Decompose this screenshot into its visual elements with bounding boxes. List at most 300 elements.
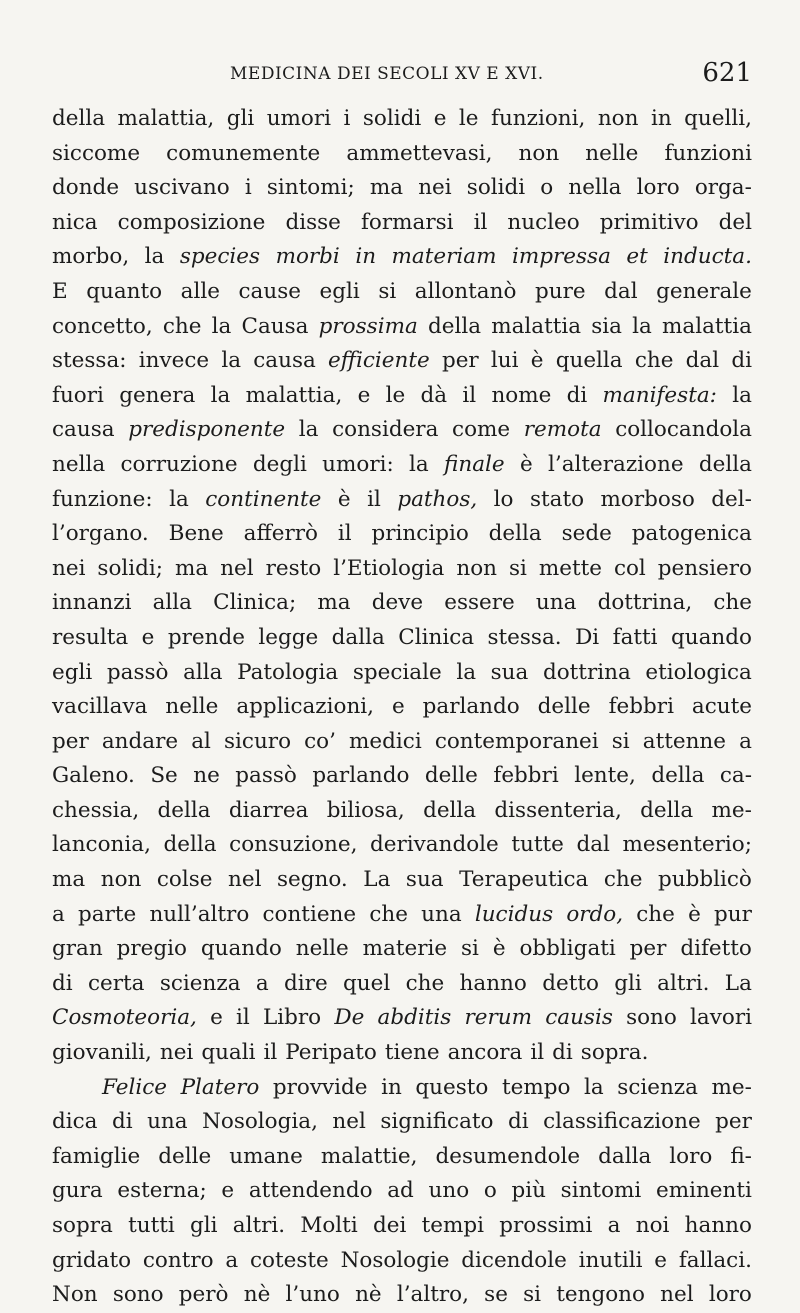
text-line — [52, 1174, 752, 1209]
word: continente — [205, 486, 322, 512]
word: formarsi — [360, 209, 454, 235]
word: solidi — [362, 106, 422, 131]
word: lucidus — [474, 901, 554, 927]
word: uno — [428, 1178, 470, 1204]
word: più — [511, 1178, 546, 1204]
word: classificazione — [543, 1109, 701, 1135]
word: a — [255, 970, 269, 996]
word: quando — [671, 624, 752, 650]
word: il — [473, 209, 488, 235]
word: dalla — [598, 1143, 652, 1169]
word: dottrina, — [597, 590, 693, 616]
word: prossima — [318, 313, 418, 339]
word: del — [718, 209, 752, 235]
word: sopra — [52, 1213, 113, 1238]
text-line — [52, 1001, 752, 1036]
word: malattia — [662, 313, 752, 339]
text-line — [52, 448, 752, 483]
word: per — [715, 1109, 752, 1135]
word: tengono — [556, 1282, 645, 1308]
word: diarrea — [228, 797, 309, 823]
word: Peripato — [285, 1040, 377, 1066]
word: non — [518, 140, 560, 166]
word: uscivano — [134, 175, 230, 201]
word: ma — [317, 590, 351, 616]
word: l’Etiologia — [333, 555, 445, 581]
word: nel — [220, 555, 254, 581]
word: morboso — [600, 486, 695, 512]
text-line — [52, 898, 752, 933]
word: biliosa, — [326, 797, 405, 823]
word: principio — [371, 521, 469, 547]
word: etiologica — [645, 659, 752, 685]
body-text — [52, 102, 752, 1313]
word: loro — [708, 1282, 752, 1308]
text-line — [52, 171, 752, 206]
word: si — [378, 278, 397, 304]
word: me- — [711, 1074, 752, 1100]
word: dal — [685, 348, 720, 374]
word: e — [433, 106, 447, 131]
word: febbri — [493, 763, 559, 789]
word: si — [611, 728, 630, 754]
word: cause — [238, 278, 301, 304]
word: della — [157, 797, 211, 823]
word: che — [405, 970, 445, 996]
word: l’altro, — [396, 1282, 469, 1308]
word: primitivo — [599, 209, 699, 235]
word: certa — [87, 970, 145, 996]
word: orga- — [694, 175, 752, 201]
text-line — [52, 240, 752, 275]
word: inutili — [578, 1247, 643, 1273]
word: nè — [355, 1282, 382, 1308]
word: gli — [614, 970, 642, 996]
word: nucleo — [507, 209, 580, 235]
word: causa — [52, 417, 115, 443]
word: della — [488, 521, 542, 547]
word: questo — [415, 1074, 489, 1100]
word: esterna; — [117, 1178, 207, 1204]
word: che — [713, 590, 752, 616]
word: si — [523, 1282, 542, 1308]
word: ad — [387, 1178, 414, 1204]
word: delle — [158, 1143, 212, 1169]
text-line — [52, 1209, 752, 1244]
word: causa — [253, 348, 316, 374]
word: solidi — [466, 175, 526, 201]
word: causis — [545, 1005, 613, 1031]
text-line — [52, 690, 752, 725]
word: delle — [537, 694, 591, 720]
word: malattia, — [117, 106, 215, 131]
word: nome — [491, 382, 552, 408]
word: allontanò — [414, 278, 517, 304]
word: mesenterio; — [622, 832, 752, 858]
word: attendendo — [248, 1178, 373, 1204]
word: della — [52, 106, 106, 131]
word: E — [52, 278, 68, 304]
word: sua — [405, 867, 444, 893]
word: generale — [656, 278, 752, 304]
word: resto — [265, 555, 322, 581]
word: contemporanei — [434, 728, 599, 754]
word: deve — [371, 590, 424, 616]
word: corruzione — [120, 451, 238, 477]
page-number: 621 — [702, 58, 752, 88]
word: per — [441, 348, 479, 374]
word: efficiente — [328, 348, 430, 374]
word: per — [52, 728, 89, 754]
word: di — [111, 1109, 133, 1135]
word: difetto — [680, 936, 752, 962]
word: della — [163, 832, 217, 858]
word: una — [535, 590, 577, 616]
word: l’uno — [285, 1282, 340, 1308]
text-line — [52, 1105, 752, 1140]
word: finale — [444, 451, 505, 477]
word: stessa: — [52, 348, 127, 374]
word: nella — [568, 175, 622, 201]
page-header — [52, 58, 752, 98]
text-line — [52, 102, 752, 137]
word: dei — [372, 1213, 407, 1238]
word: a — [739, 728, 752, 754]
word: nè — [243, 1282, 271, 1308]
word: Platero — [180, 1074, 260, 1100]
word: la — [298, 417, 319, 443]
word: ma — [175, 555, 209, 581]
word: l’organo. — [52, 521, 149, 547]
word: passò — [235, 763, 297, 789]
word: umori — [266, 106, 332, 131]
word: sintomi; — [266, 175, 355, 201]
word: nei — [52, 555, 86, 581]
word: sia — [591, 313, 622, 339]
word: e — [357, 382, 371, 408]
word: parte — [78, 901, 137, 927]
word: funzioni, — [491, 106, 586, 131]
word: sopra. — [580, 1040, 649, 1066]
word: giovanili, — [52, 1040, 152, 1066]
word: malattie, — [320, 1143, 418, 1169]
text-line — [52, 517, 752, 552]
word: dal — [604, 278, 638, 304]
word: altri. — [657, 970, 710, 996]
word: stato — [529, 486, 585, 512]
word: considera — [332, 417, 439, 443]
word: contro — [142, 1247, 214, 1273]
word: di — [731, 348, 752, 374]
word: collocandola — [615, 417, 752, 443]
word: pensiero — [657, 555, 752, 581]
text-line — [52, 1036, 752, 1071]
word: afferrò — [243, 521, 318, 547]
word: gridato — [52, 1247, 132, 1273]
word: o — [483, 1178, 497, 1204]
word: dal — [576, 832, 610, 858]
word: non — [456, 555, 497, 581]
word: lo — [493, 486, 514, 512]
word: non — [100, 867, 142, 893]
word: e — [654, 1247, 668, 1273]
word: La — [363, 867, 391, 893]
word: tempi — [421, 1213, 484, 1238]
word: acute — [691, 694, 752, 720]
word: in — [355, 244, 377, 270]
word: si — [508, 555, 527, 581]
word: noi — [635, 1213, 670, 1238]
word: nel — [228, 867, 262, 893]
word: abditis — [377, 1005, 452, 1031]
word: nei — [418, 175, 452, 201]
word: fallaci. — [678, 1247, 752, 1273]
word: degli — [252, 451, 307, 477]
text-line — [52, 137, 752, 172]
word: umori: — [322, 451, 394, 477]
word: siccome — [52, 140, 141, 166]
word: Clinica — [398, 624, 475, 650]
word: essere — [444, 590, 515, 616]
word: inducta. — [663, 244, 752, 270]
text-line — [52, 1140, 752, 1175]
text-line — [52, 725, 752, 760]
word: malattia — [491, 313, 582, 339]
word: parlando — [422, 694, 520, 720]
word: è — [337, 486, 351, 512]
text-line — [52, 483, 752, 518]
word: patogenica — [631, 521, 752, 547]
text-line — [52, 863, 752, 898]
word: o — [540, 175, 554, 201]
word: lente, — [574, 763, 636, 789]
word: a — [225, 1247, 239, 1273]
word: è — [519, 451, 533, 477]
word: gli — [190, 1213, 218, 1238]
word: è — [688, 901, 701, 927]
word: significato — [380, 1109, 494, 1135]
text-line — [52, 1278, 752, 1313]
word: dottrina — [542, 659, 631, 685]
word: quella — [555, 348, 623, 374]
word: della — [651, 763, 705, 789]
word: obbligati — [519, 936, 616, 962]
word: composizione — [117, 209, 266, 235]
word: che — [603, 867, 643, 893]
word: disse — [285, 209, 341, 235]
word: la — [221, 348, 242, 374]
word: e — [210, 1005, 223, 1031]
word: nel — [332, 1109, 366, 1135]
word: nel — [660, 1282, 694, 1308]
word: gura — [52, 1178, 103, 1204]
word: che — [636, 901, 675, 927]
word: tempo — [501, 1074, 571, 1100]
word: i — [343, 106, 351, 131]
word: fi- — [730, 1143, 752, 1169]
word: febbri — [608, 694, 674, 720]
word: hanno — [459, 970, 527, 996]
word: resulta — [52, 624, 129, 650]
word: solidi; — [97, 555, 164, 581]
word: sede — [561, 521, 612, 547]
word: nei — [159, 1040, 194, 1066]
word: la — [211, 313, 232, 339]
word: dire — [284, 970, 328, 996]
word: Libro — [262, 1005, 322, 1031]
word: lanconia, — [52, 832, 151, 858]
word: una — [147, 1109, 188, 1135]
word: ancora — [447, 1040, 523, 1066]
word: andare — [101, 728, 179, 754]
text-line — [52, 275, 752, 310]
text-line — [52, 932, 752, 967]
word: la — [632, 313, 652, 339]
word: De — [334, 1005, 365, 1031]
word: di — [566, 382, 588, 408]
word: pur — [714, 901, 752, 927]
word: genera — [119, 382, 196, 408]
word: alle — [180, 278, 220, 304]
word: per — [629, 936, 667, 962]
word: ca- — [719, 763, 752, 789]
word: una — [421, 901, 462, 927]
word: scienza — [617, 1074, 698, 1100]
word: lui — [490, 348, 519, 374]
word: ammettevasi, — [346, 140, 493, 166]
word: si — [461, 936, 479, 962]
word: al — [191, 728, 211, 754]
word: è — [530, 348, 544, 374]
word: sono — [112, 1282, 164, 1308]
word: e — [221, 1178, 235, 1204]
text-line — [52, 759, 752, 794]
word: fuori — [52, 382, 104, 408]
word: però — [178, 1282, 229, 1308]
word: provvide — [272, 1074, 368, 1100]
word: vacillava — [52, 694, 148, 720]
word: loro — [669, 1143, 713, 1169]
word: manifesta: — [602, 382, 717, 408]
word: segno. — [277, 867, 348, 893]
word: il — [337, 521, 352, 547]
word: la — [584, 1074, 604, 1100]
word: gli — [226, 106, 255, 131]
word: Molti — [300, 1213, 358, 1238]
word: che — [369, 901, 408, 927]
word: il — [530, 1040, 545, 1066]
word: impressa — [511, 244, 611, 270]
text-line — [52, 552, 752, 587]
word: colse — [156, 867, 213, 893]
word: la — [456, 659, 477, 685]
word: ne — [193, 763, 220, 789]
word: la — [732, 382, 752, 408]
word: della — [698, 451, 752, 477]
word: la — [409, 451, 429, 477]
text-line — [52, 828, 752, 863]
word: Felice — [102, 1074, 167, 1100]
running-head: MEDICINA DEI SECOLI XV E XVI. — [230, 64, 544, 84]
text-line — [52, 586, 752, 621]
word: che — [162, 313, 202, 339]
word: chessia, — [52, 797, 140, 823]
word: applicazioni, — [236, 694, 375, 720]
text-line — [52, 1244, 752, 1279]
word: quelli, — [684, 106, 752, 131]
word: il — [462, 382, 477, 408]
word: lavori — [690, 1005, 752, 1031]
word: sintomi — [560, 1178, 642, 1204]
word: tutti — [128, 1213, 175, 1238]
text-line — [52, 344, 752, 379]
word: Galeno. — [52, 763, 135, 789]
word: e — [391, 694, 405, 720]
word: medici — [349, 728, 422, 754]
word: l’alterazione — [547, 451, 684, 477]
word: umane — [229, 1143, 303, 1169]
word: tutte — [511, 832, 564, 858]
word: pathos, — [397, 486, 478, 512]
word: Terapeutica — [459, 867, 589, 893]
word: dica — [52, 1109, 98, 1135]
word: dicendole — [461, 1247, 567, 1273]
word: innanzi — [52, 590, 132, 616]
word: alla — [183, 659, 223, 685]
word: della — [423, 797, 477, 823]
word: La — [724, 970, 752, 996]
word: ordo, — [566, 901, 624, 927]
word: pubblicò — [658, 867, 752, 893]
word: pure — [534, 278, 586, 304]
word: il — [263, 1040, 278, 1066]
word: Patologia — [237, 659, 339, 685]
text-line — [52, 621, 752, 656]
word: Causa — [241, 313, 309, 339]
word: derivandole — [370, 832, 499, 858]
word: di — [507, 1109, 529, 1135]
word: i — [244, 175, 252, 201]
word: eminenti — [655, 1178, 752, 1204]
word: predisponente — [128, 417, 286, 443]
word: altri. — [232, 1213, 286, 1238]
word: invece — [138, 348, 210, 374]
text-line — [52, 310, 752, 345]
word: col — [613, 555, 646, 581]
text-line — [52, 413, 752, 448]
word: Non — [52, 1282, 98, 1308]
word: stessa. — [487, 624, 562, 650]
text-line — [52, 206, 752, 241]
word: morbo, — [52, 244, 130, 270]
word: dà — [420, 382, 448, 408]
word: che — [634, 348, 674, 374]
word: egli — [319, 278, 360, 304]
word: tiene — [384, 1040, 440, 1066]
word: remota — [523, 417, 602, 443]
word: sicuro — [224, 728, 292, 754]
text-line — [52, 1071, 752, 1106]
word: desumendole — [435, 1143, 581, 1169]
word: nica — [52, 209, 98, 235]
word: quel — [343, 970, 391, 996]
word: nella — [52, 451, 106, 477]
word: in — [650, 106, 672, 131]
text-line — [52, 967, 752, 1002]
word: malattia, — [245, 382, 343, 408]
word: Nosologie — [340, 1247, 450, 1273]
word: nelle — [295, 936, 349, 962]
